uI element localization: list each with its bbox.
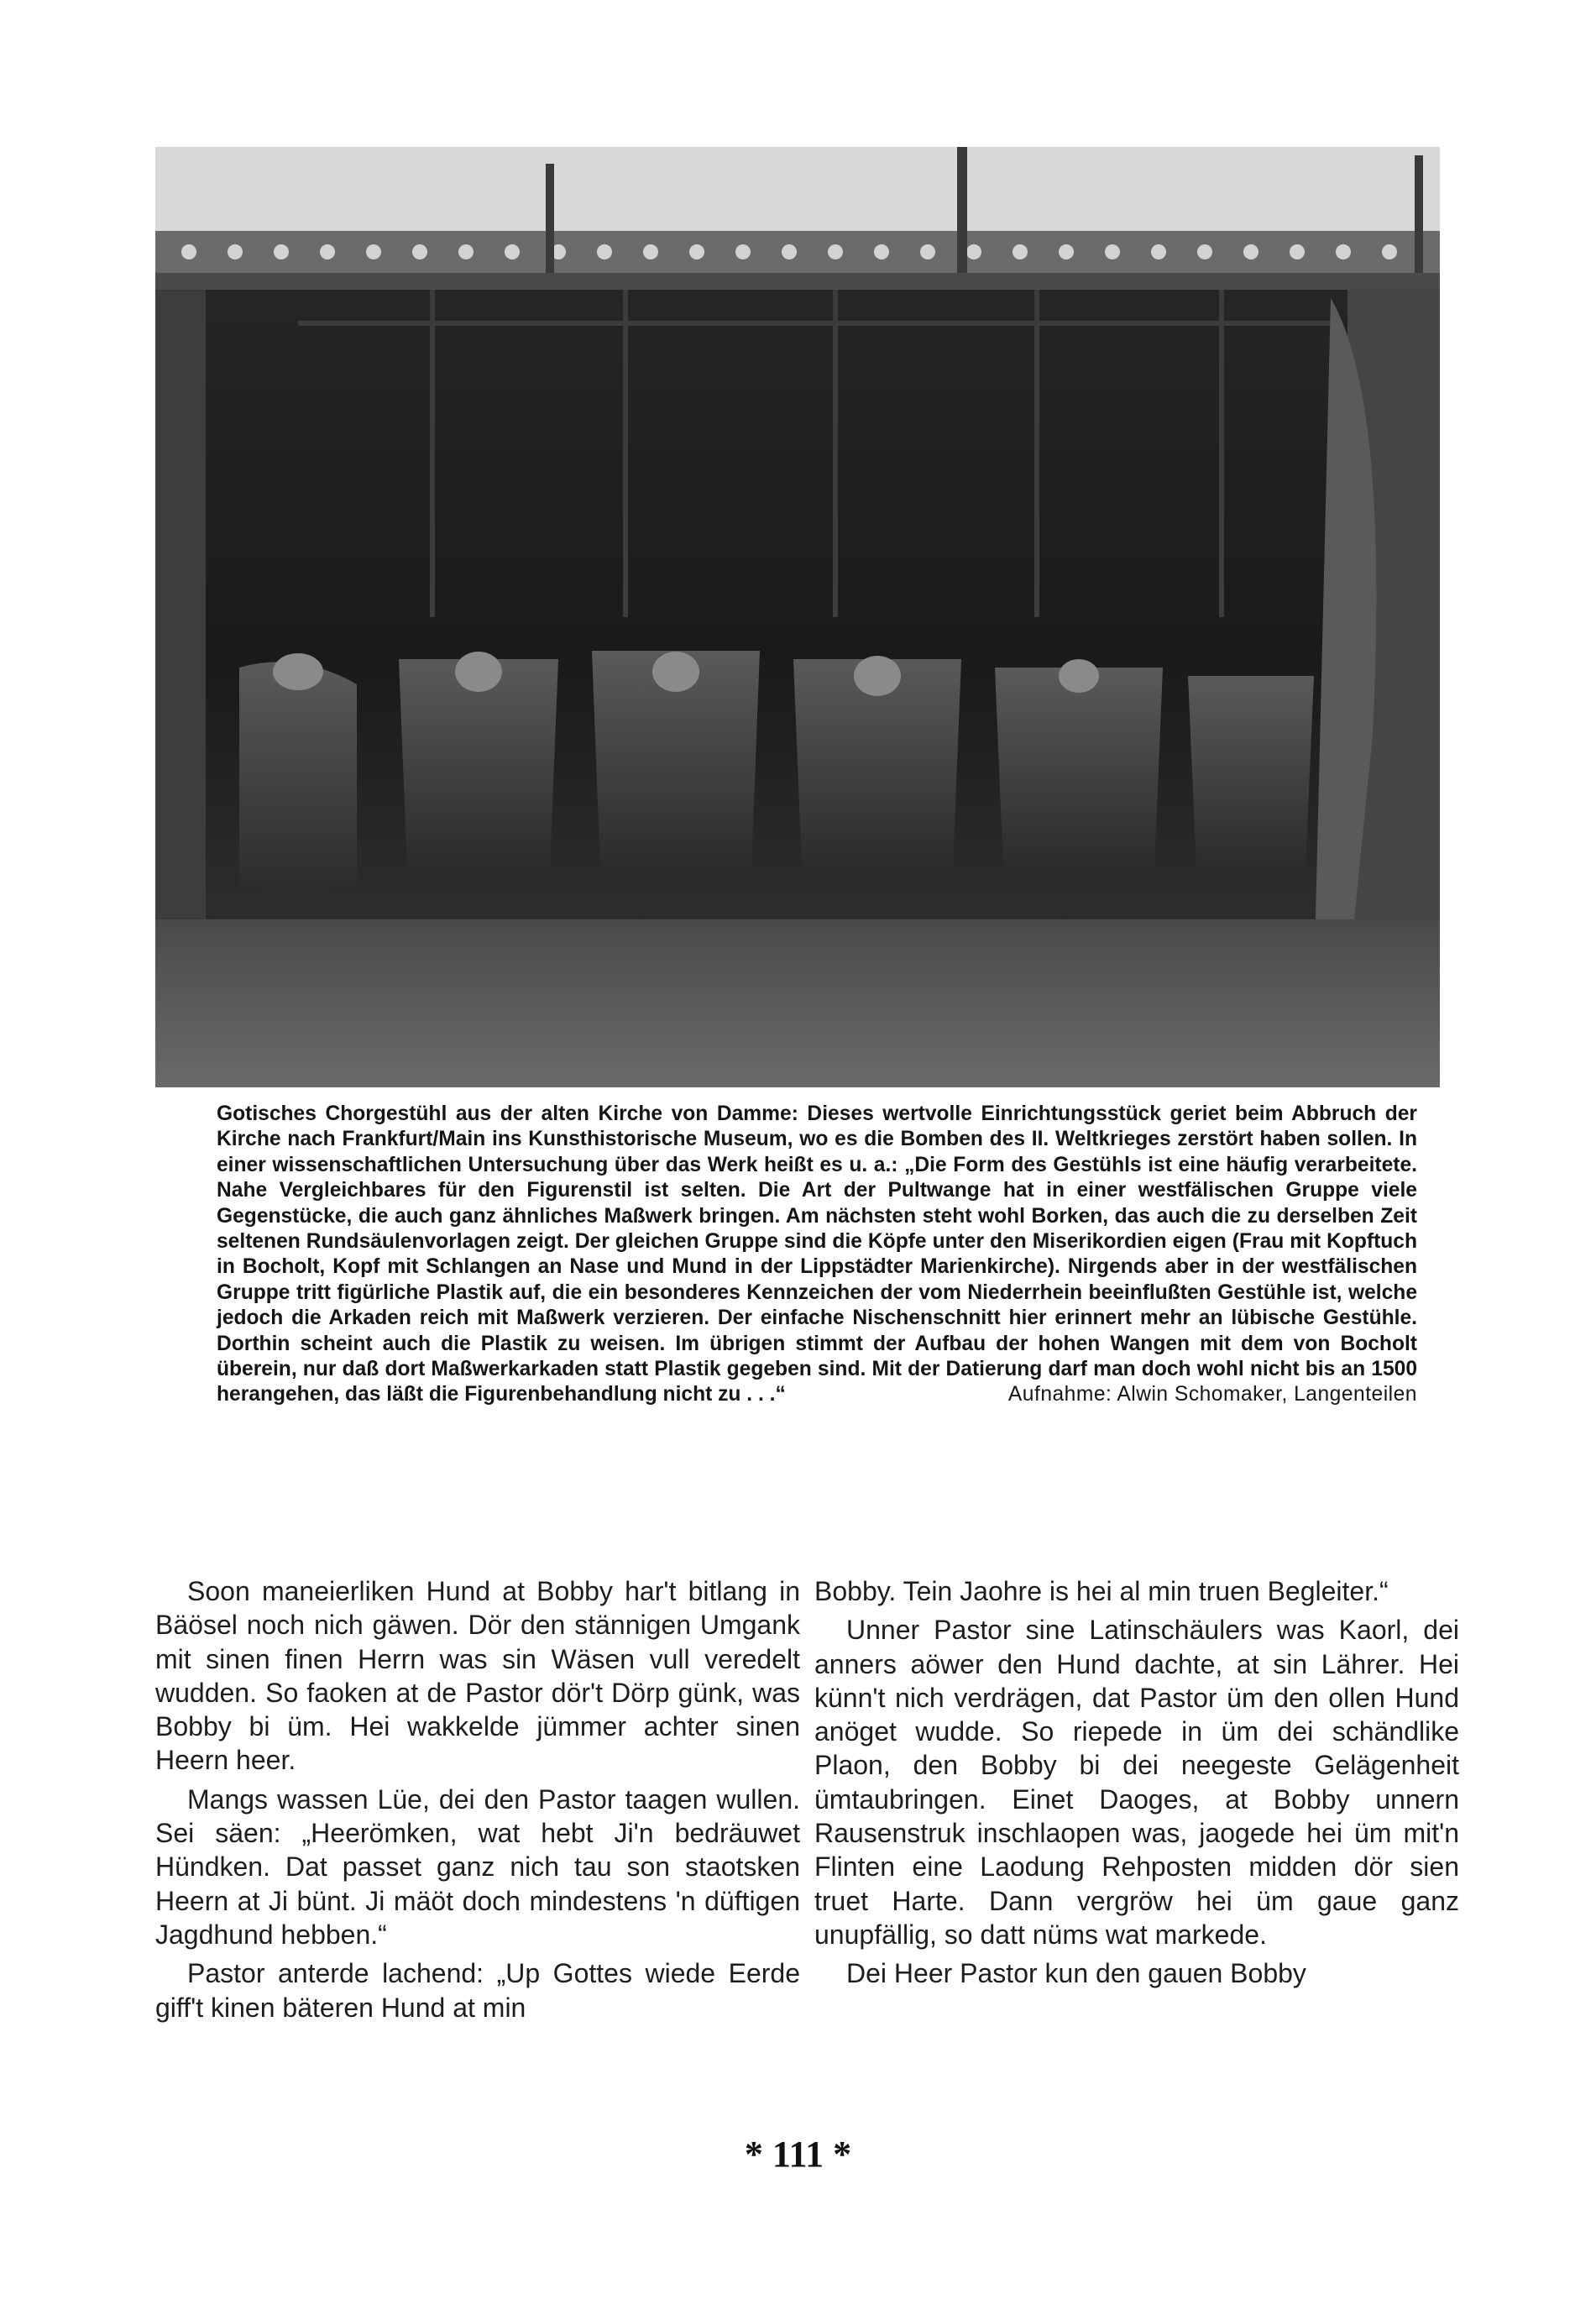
choir-stall-photograph xyxy=(155,147,1440,1087)
text-column-left xyxy=(155,1574,800,2029)
paragraph: Dei Heer Pastor kun den gauen Bobby xyxy=(846,1958,1306,1989)
text-column-right xyxy=(814,1574,1459,1996)
page-number: * 111 * xyxy=(744,2134,852,2175)
paragraph: Soon maneierliken Hund at Bobby har't bitlang in Bäösel noch nich gäwen. Dör den stännigen Umgank mit sinen finen Herrn was sin Wäsen vull veredelt wudden. So faoken at de Pastor dör't Dörp günk, was Bobby bi üm. Hei wakkelde jümmer achter sinen Heern heer. xyxy=(155,1576,800,1776)
paragraph: Bobby. Tein Jaohre is hei al min truen Begleiter.“ xyxy=(814,1576,1389,1606)
paragraph: Unner Pastor sine Latinschäulers was Kaorl, dei anners aöwer den Hund dachte, at sin Lährer. Hei künn't nich verdrägen, dat Pastor üm den ollen Hund anöget wudde. So riepede in üm dei schändlike Plaon, den Bobby bi dei neegeste Gelägenheit ümtaubringen. Einet Daoges, at Bobby unnern Rausenstruk inschlaopen was, jaogede hei üm mit'n Flinten eine Laodung Rehposten midden dör sien truet Harte. Dann vergröw hei üm gaue ganz unupfällig, so datt nüms wat markede. xyxy=(814,1615,1459,1950)
photo-credit: Aufnahme: Alwin Schomaker, Langenteilen xyxy=(1007,1383,1417,1406)
caption-text: Gotisches Chorgestühl aus der alten Kirche von Damme: Dieses wertvolle Einrichtungsstück geriet beim Abbruch der Kirche nach Frankfurt/Main ins Kunsthistorische Museum, wo es die Bomben des II. Weltkrieges zerstört haben sollen. In einer wissenschaftlichen Untersuchung über das Werk heißt es u. a.: „Die Form des Gestühls ist eine häufig verarbeitete. Nahe Vergleichbares für den Figurenstil ist selten. Die Art der Pultwange hat in einer westfälischen Gruppe viele Gegenstücke, die auch ganz ähnliches Maßwerk bringen. Am nächsten steht wohl Borken, das auch die zu derselben Zeit seltenen Rundsäulenvorlagen zeigt. Der gleichen Gruppe sind die Köpfe unter den Miserikordien eigen (Frau mit Kopftuch in Bocholt, Kopf mit Schlangen an Nase und Mund in der Lippstädter Marienkirche). Nirgends aber in der westfälischen Gruppe tritt figürliche Plastik auf, die ein besonderes Kennzeichen der vom Niederrhein beeinflußten Gestühle ist, welche jedoch die Arkaden reich mit Maßwerk verzieren. Der einfache Nischenschnitt hier erinnert mehr an lübische Gestühle. Dorthin scheint auch die Plastik zu weisen. Im übrigen stimmt der Aufbau der hohen Wangen mit dem von Bocholt überein, nur daß dort Maßwerkarkaden statt Plastik gegeben sind. Mit der Datierung darf man doch wohl nicht bis an 1500 herangehen, das läßt die Figurenbehandlung nicht zu . . .“ xyxy=(217,1102,1417,1406)
photo-caption xyxy=(217,1102,1417,1408)
paragraph: Mangs wassen Lüe, dei den Pastor taagen wullen. Sei säen: „Heerömken, wat hebt Ji'n bedräuwet Hündken. Dat passet ganz nich tau son staotsken Heern at Ji bünt. Ji mäöt doch mindestens 'n düftigen Jagdhund hebben.“ xyxy=(155,1783,800,1950)
paragraph: Pastor anterde lachend: „Up Gottes wiede Eerde giff't kinen bäteren Hund at min xyxy=(155,1958,800,2023)
choir-stall-illustration xyxy=(155,147,1440,1087)
